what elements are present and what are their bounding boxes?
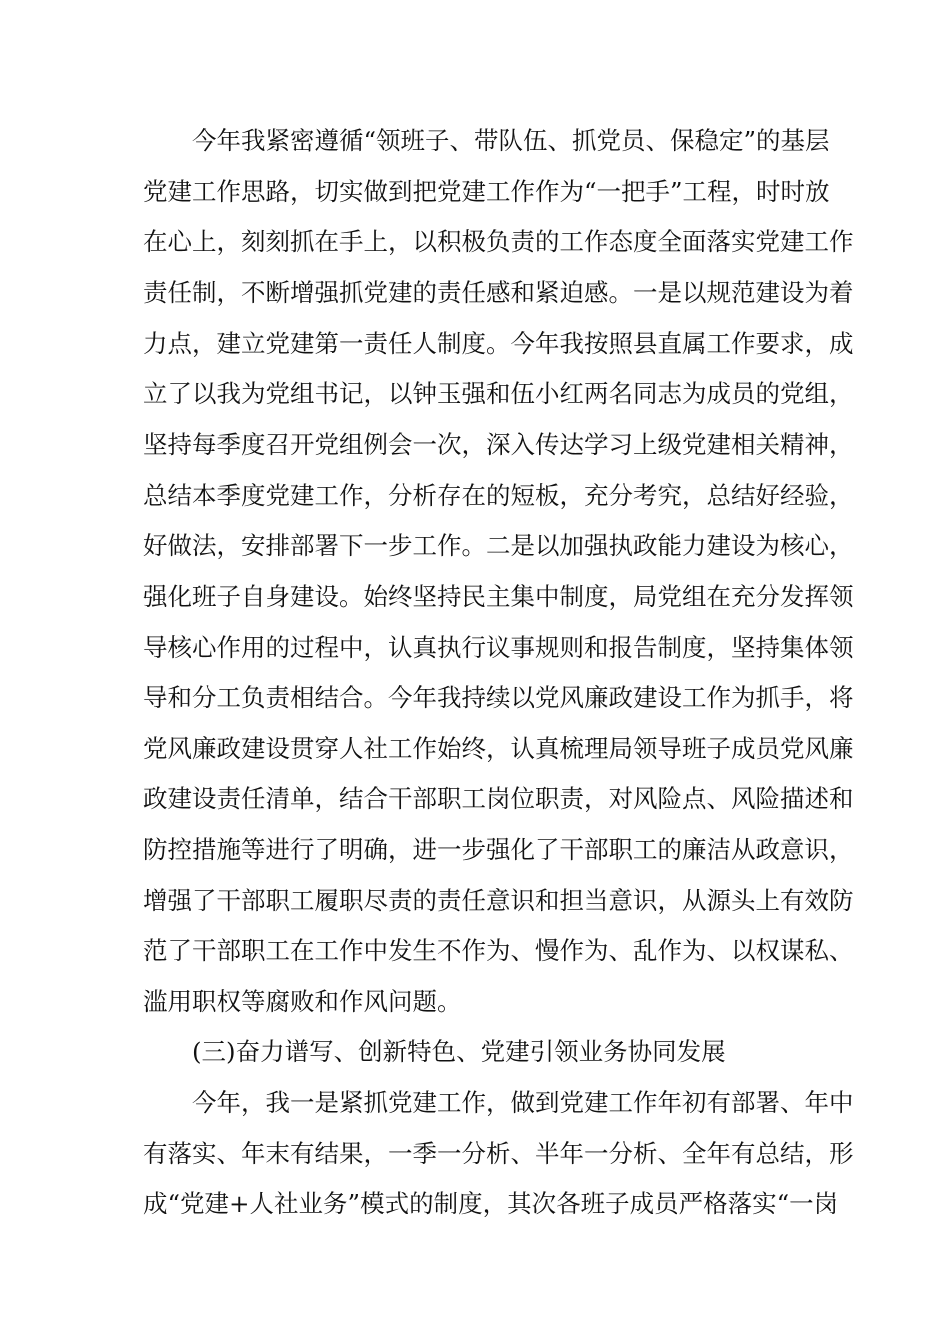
paragraph-line: 成“党建+人社业务”模式的制度，其次各班子成员严格落实“一岗 bbox=[143, 1189, 839, 1218]
paragraph-line: 滥用职权等腐败和作风问题。 bbox=[143, 987, 462, 1016]
paragraph-line: 政建设责任清单，结合干部职工岗位职责，对风险点、风险描述和 bbox=[143, 784, 854, 813]
paragraph-line: 导和分工负责相结合。今年我持续以党风廉政建设工作为抓手，将 bbox=[143, 683, 854, 712]
paragraph-line: 今年，我一是紧抓党建工作，做到党建工作年初有部署、年中 bbox=[192, 1088, 854, 1117]
paragraph-line: 范了干部职工在工作中发生不作为、慢作为、乱作为、以权谋私、 bbox=[143, 936, 854, 965]
paragraph-line: 有落实、年末有结果，一季一分析、半年一分析、全年有总结，形 bbox=[143, 1139, 854, 1168]
paragraph-line: 在心上，刻刻抓在手上，以积极负责的工作态度全面落实党建工作 bbox=[143, 227, 854, 256]
paragraph-line: 党风廉政建设贯穿人社工作始终，认真梳理局领导班子成员党风廉 bbox=[143, 734, 854, 763]
paragraph-line: 坚持每季度召开党组例会一次，深入传达学习上级党建相关精神， bbox=[143, 430, 854, 459]
paragraph-line: 力点，建立党建第一责任人制度。今年我按照县直属工作要求，成 bbox=[143, 329, 854, 358]
paragraph-line: 导核心作用的过程中，认真执行议事规则和报告制度，坚持集体领 bbox=[143, 633, 854, 662]
paragraph-line: 增强了干部职工履职尽责的责任意识和担当意识，从源头上有效防 bbox=[143, 886, 854, 915]
paragraph-line: 防控措施等进行了明确，进一步强化了干部职工的廉洁从政意识， bbox=[143, 835, 854, 864]
paragraph-line: 总结本季度党建工作，分析存在的短板，充分考究，总结好经验， bbox=[143, 481, 854, 510]
section-heading: (三)奋力谱写、创新特色、党建引领业务协同发展 bbox=[192, 1037, 726, 1066]
paragraph-line: 强化班子自身建设。始终坚持民主集中制度，局党组在充分发挥领 bbox=[143, 582, 854, 611]
paragraph-line: 立了以我为党组书记，以钟玉强和伍小红两名同志为成员的党组， bbox=[143, 379, 854, 408]
paragraph-line: 好做法，安排部署下一步工作。二是以加强执政能力建设为核心， bbox=[143, 531, 854, 560]
paragraph-line: 党建工作思路，切实做到把党建工作作为“一把手”工程，时时放 bbox=[143, 177, 830, 206]
paragraph-line: 责任制，不断增强抓党建的责任感和紧迫感。一是以规范建设为着 bbox=[143, 278, 854, 307]
paragraph-line: 今年我紧密遵循“领班子、带队伍、抓党员、保稳定”的基层 bbox=[192, 126, 830, 155]
